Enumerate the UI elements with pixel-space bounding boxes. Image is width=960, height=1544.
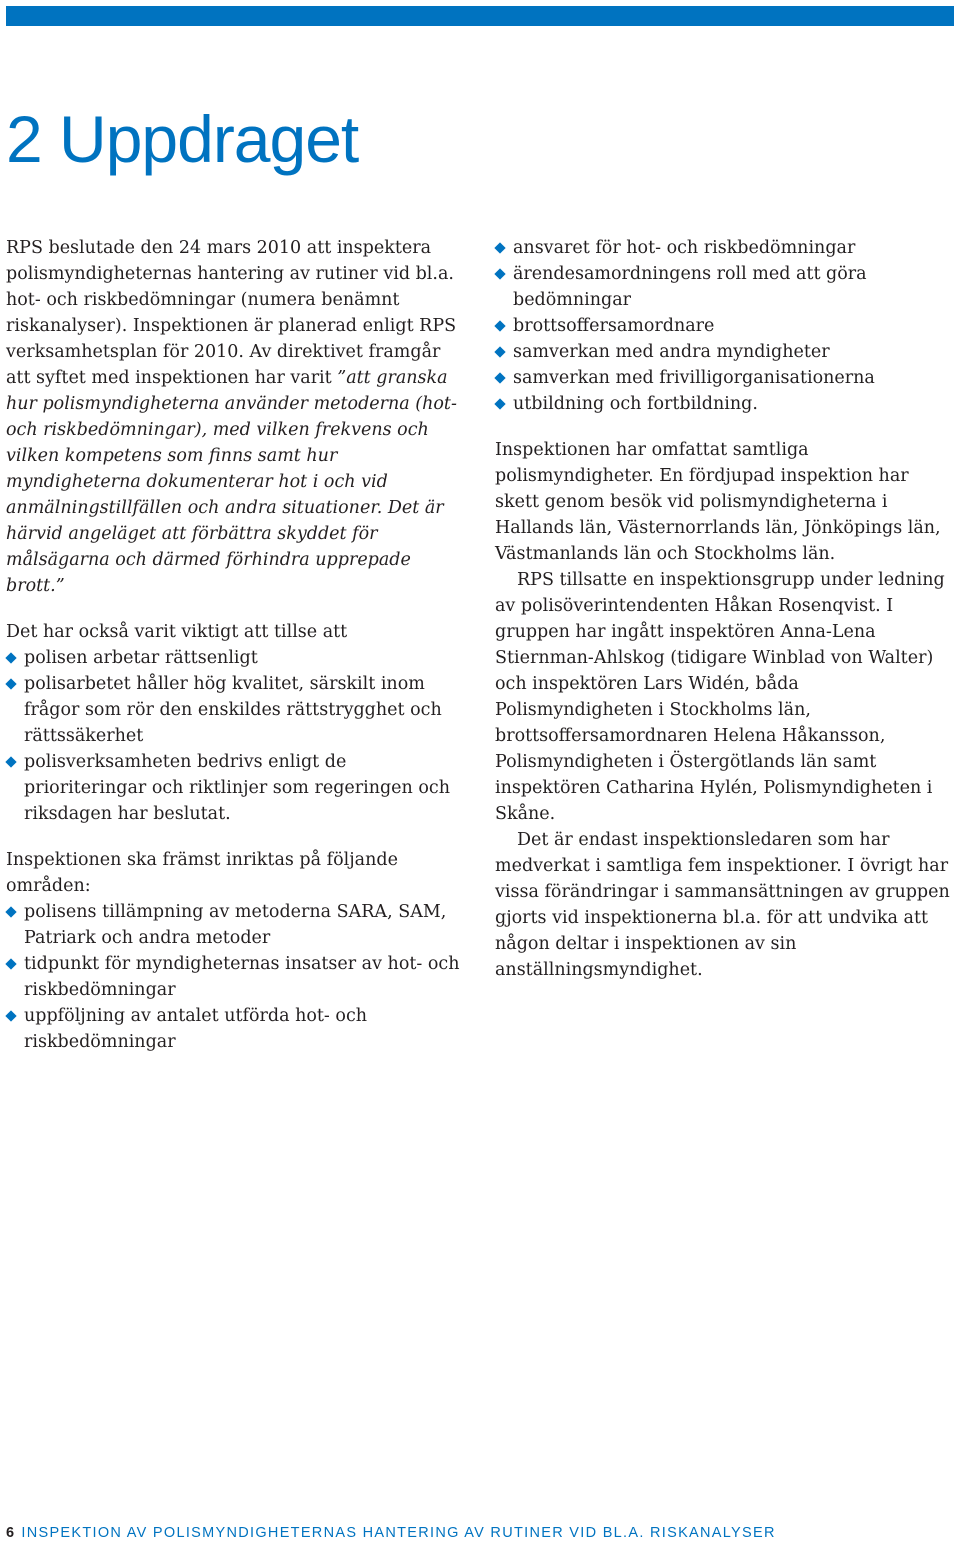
- also-list: [6, 645, 464, 827]
- list-item-text: tidpunkt för myndigheternas insatser av hot- och riskbedömningar: [24, 954, 460, 1000]
- diamond-bullet-icon: [5, 652, 16, 663]
- list-item-text: polisens tillämpning av metoderna SARA, SAM, Patriark och andra metoder: [24, 902, 447, 948]
- list-item-text: utbildning och fortbildning.: [513, 394, 758, 414]
- list-item-text: uppföljning av antalet utförda hot- och riskbedömningar: [24, 1006, 368, 1052]
- list-item: [495, 313, 953, 339]
- scope-paragraph: Inspektionen har omfattat samtliga polismyndigheter. En fördjupad inspektion har skett genom besök vid polismyndigheterna i Hallands län, Västernorrlands län, Jönköpings län, Västmanlands län och Stockholms län.: [495, 440, 941, 564]
- diamond-bullet-icon: [5, 906, 16, 917]
- intro-text: RPS beslutade den 24 mars 2010 att inspektera polismyndigheternas hantering av rutiner vid bl.a. hot- och riskbedömningar (numera benämnt riskanalyser). Inspektionen är planerad enligt RPS verksamhetsplan för 2010. Av direktivet framgår att syftet med inspektionen har varit: [6, 238, 457, 388]
- areas-list: [6, 899, 464, 1055]
- page-footer: [6, 1524, 776, 1542]
- spacer: [6, 827, 464, 847]
- list-item: [495, 261, 953, 313]
- list-item-text: polisen arbetar rättsenligt: [24, 648, 258, 668]
- areas-intro: Inspektionen ska främst inriktas på följande områden:: [6, 850, 398, 896]
- right-column: [495, 235, 953, 983]
- group-paragraph: RPS tillsatte en inspektionsgrupp under ledning av polisöverintendenten Håkan Rosenqvist. I gruppen har ingått inspektören Anna-Lena Stiernman-Ahlskog (tidigare Winblad von Walter) och inspektören Lars Widén, båda Polismyndigheten i Stockholms län, brottsoffersamordnaren Helena Håkansson, Polismyndigheten i Östergötlands län samt inspektören Catharina Hylén, Polismyndigheten i Skåne.: [495, 570, 945, 824]
- diamond-bullet-icon: [5, 756, 16, 767]
- list-item: [495, 391, 953, 417]
- page-number: 6: [6, 1525, 16, 1541]
- spacer: [495, 417, 953, 437]
- list-item: [495, 365, 953, 391]
- list-item-text: samverkan med frivilligorganisationerna: [513, 368, 875, 388]
- spacer: [6, 599, 464, 619]
- list-item: [6, 899, 464, 951]
- chapter-title: 2 Uppdraget: [6, 102, 359, 176]
- left-column: [6, 235, 464, 1055]
- diamond-bullet-icon: [5, 678, 16, 689]
- list-item: [6, 645, 464, 671]
- diamond-bullet-icon: [494, 398, 505, 409]
- list-item: [495, 339, 953, 365]
- list-item-text: ärendesamordningens roll med att göra bedömningar: [513, 264, 867, 310]
- list-item: [6, 749, 464, 827]
- diamond-bullet-icon: [494, 268, 505, 279]
- top-color-bar: [6, 6, 954, 26]
- list-item: [6, 1003, 464, 1055]
- running-title: INSPEKTION AV POLISMYNDIGHETERNAS HANTERING AV RUTINER VID BL.A. RISKANALYSER: [21, 1525, 776, 1541]
- list-item-text: samverkan med andra myndigheter: [513, 342, 830, 362]
- diamond-bullet-icon: [5, 958, 16, 969]
- diamond-bullet-icon: [5, 1010, 16, 1021]
- intro-paragraph: [6, 235, 464, 599]
- also-intro: Det har också varit viktigt att tillse att: [6, 622, 348, 642]
- diamond-bullet-icon: [494, 346, 505, 357]
- diamond-bullet-icon: [494, 372, 505, 383]
- list-item: [6, 951, 464, 1003]
- areas-list-continued: [495, 235, 953, 417]
- directive-quote: ”att granska hur polismyndigheterna använder metoderna (hot- och riskbedömningar), med vilken frekvens och vilken kompetens som finns samt hur myndigheterna dokumenterar hot i och vid anmälningstillfällen och andra situationer. Det är härvid angeläget att förbättra skyddet för målsägarna och därmed förhindra upprepade brott.”: [6, 368, 457, 596]
- list-item: [495, 235, 953, 261]
- list-item-text: ansvaret för hot- och riskbedömningar: [513, 238, 856, 258]
- list-item-text: polisarbetet håller hög kvalitet, särskilt inom frågor som rör den enskildes rättstrygghet och rättssäkerhet: [24, 674, 442, 746]
- list-item: [6, 671, 464, 749]
- list-item-text: brottsoffersamordnare: [513, 316, 715, 336]
- leader-paragraph: Det är endast inspektionsledaren som har medverkat i samtliga fem inspektioner. I övrigt har vissa förändringar i sammansättningen av gruppen gjorts vid inspektionerna bl.a. för att undvika att någon deltar i inspektionen av sin anställningsmyndighet.: [495, 830, 950, 980]
- diamond-bullet-icon: [494, 320, 505, 331]
- list-item-text: polisverksamheten bedrivs enligt de prioriteringar och riktlinjer som regeringen och riksdagen har beslutat.: [24, 752, 450, 824]
- diamond-bullet-icon: [494, 242, 505, 253]
